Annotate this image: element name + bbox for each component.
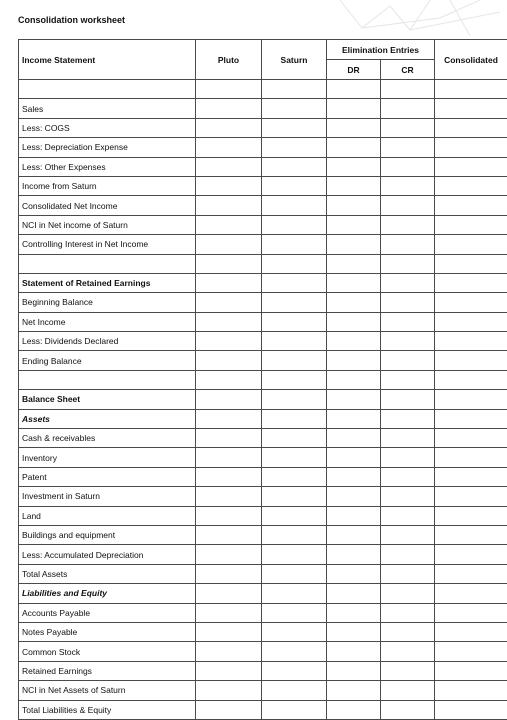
row-label: Sales <box>19 99 196 118</box>
consolidated-cell[interactable] <box>435 254 507 273</box>
row-label: Assets <box>19 409 196 428</box>
consolidated-cell[interactable] <box>435 351 507 370</box>
row-label: Less: Depreciation Expense <box>19 138 196 157</box>
cr-cell[interactable] <box>381 564 435 583</box>
consolidated-cell[interactable] <box>435 196 507 215</box>
table-row <box>19 215 507 234</box>
table-row <box>19 642 507 661</box>
cr-cell[interactable] <box>381 254 435 273</box>
dr-cell[interactable] <box>327 603 381 622</box>
dr-cell[interactable] <box>327 273 381 292</box>
cr-cell[interactable] <box>381 80 435 99</box>
cr-cell[interactable] <box>381 332 435 351</box>
table-row <box>19 332 507 351</box>
table-row <box>19 603 507 622</box>
dr-cell[interactable] <box>327 506 381 525</box>
pluto-cell[interactable] <box>196 700 262 719</box>
consolidated-cell[interactable] <box>435 293 507 312</box>
pluto-cell[interactable] <box>196 506 262 525</box>
table-row <box>19 99 507 118</box>
dr-cell[interactable] <box>327 157 381 176</box>
cr-cell[interactable] <box>381 215 435 234</box>
saturn-cell[interactable] <box>262 448 327 467</box>
consolidation-worksheet-table <box>18 39 507 720</box>
saturn-cell[interactable] <box>262 293 327 312</box>
consolidated-cell[interactable] <box>435 487 507 506</box>
dr-cell[interactable] <box>327 312 381 331</box>
header-row-1 <box>19 40 507 60</box>
cr-cell[interactable] <box>381 506 435 525</box>
saturn-cell[interactable] <box>262 545 327 564</box>
consolidated-cell[interactable] <box>435 642 507 661</box>
dr-cell[interactable] <box>327 525 381 544</box>
table-row <box>19 80 507 99</box>
pluto-cell[interactable] <box>196 370 262 389</box>
consolidated-cell[interactable] <box>435 700 507 719</box>
consolidated-cell[interactable] <box>435 564 507 583</box>
saturn-cell[interactable] <box>262 157 327 176</box>
consolidated-cell[interactable] <box>435 235 507 254</box>
table-row <box>19 681 507 700</box>
table-row <box>19 273 507 292</box>
pluto-cell[interactable] <box>196 312 262 331</box>
saturn-cell[interactable] <box>262 138 327 157</box>
dr-cell[interactable] <box>327 254 381 273</box>
pluto-cell[interactable] <box>196 409 262 428</box>
cr-cell[interactable] <box>381 681 435 700</box>
saturn-cell[interactable] <box>262 235 327 254</box>
table-row <box>19 564 507 583</box>
elimination-entries-header: Elimination Entries <box>327 40 435 60</box>
pluto-cell[interactable] <box>196 622 262 641</box>
consolidated-cell[interactable] <box>435 584 507 603</box>
table-row <box>19 118 507 137</box>
consolidated-cell[interactable] <box>435 545 507 564</box>
row-label: Income from Saturn <box>19 176 196 195</box>
table-row <box>19 351 507 370</box>
cr-cell[interactable] <box>381 370 435 389</box>
dr-cell[interactable] <box>327 622 381 641</box>
saturn-cell[interactable] <box>262 99 327 118</box>
cr-column-header: CR <box>381 60 435 80</box>
dr-cell[interactable] <box>327 429 381 448</box>
consolidated-cell[interactable] <box>435 681 507 700</box>
pluto-cell[interactable] <box>196 545 262 564</box>
cr-cell[interactable] <box>381 661 435 680</box>
cr-cell[interactable] <box>381 99 435 118</box>
saturn-cell[interactable] <box>262 273 327 292</box>
consolidated-cell[interactable] <box>435 603 507 622</box>
saturn-cell[interactable] <box>262 661 327 680</box>
row-label: Common Stock <box>19 642 196 661</box>
dr-cell[interactable] <box>327 332 381 351</box>
consolidated-cell[interactable] <box>435 157 507 176</box>
saturn-cell[interactable] <box>262 254 327 273</box>
pluto-cell[interactable] <box>196 642 262 661</box>
saturn-cell[interactable] <box>262 506 327 525</box>
cr-cell[interactable] <box>381 448 435 467</box>
row-label: Ending Balance <box>19 351 196 370</box>
pluto-column-header: Pluto <box>196 40 262 80</box>
table-row <box>19 487 507 506</box>
row-label <box>19 254 196 273</box>
consolidated-cell[interactable] <box>435 312 507 331</box>
dr-cell[interactable] <box>327 293 381 312</box>
pluto-cell[interactable] <box>196 215 262 234</box>
cr-cell[interactable] <box>381 603 435 622</box>
pluto-cell[interactable] <box>196 196 262 215</box>
row-label: Less: Dividends Declared <box>19 332 196 351</box>
row-label: Less: Accumulated Depreciation <box>19 545 196 564</box>
pluto-cell[interactable] <box>196 525 262 544</box>
table-row <box>19 700 507 719</box>
pluto-cell[interactable] <box>196 80 262 99</box>
cr-cell[interactable] <box>381 700 435 719</box>
cr-cell[interactable] <box>381 273 435 292</box>
table-row <box>19 293 507 312</box>
dr-cell[interactable] <box>327 138 381 157</box>
dr-cell[interactable] <box>327 80 381 99</box>
table-row <box>19 622 507 641</box>
dr-cell[interactable] <box>327 681 381 700</box>
pluto-cell[interactable] <box>196 118 262 137</box>
saturn-cell[interactable] <box>262 603 327 622</box>
dr-cell[interactable] <box>327 448 381 467</box>
cr-cell[interactable] <box>381 196 435 215</box>
saturn-cell[interactable] <box>262 622 327 641</box>
row-label: Cash & receivables <box>19 429 196 448</box>
table-row <box>19 506 507 525</box>
table-row <box>19 390 507 409</box>
cr-cell[interactable] <box>381 622 435 641</box>
consolidated-cell[interactable] <box>435 273 507 292</box>
dr-cell[interactable] <box>327 545 381 564</box>
cr-cell[interactable] <box>381 429 435 448</box>
saturn-cell[interactable] <box>262 525 327 544</box>
cr-cell[interactable] <box>381 293 435 312</box>
cr-cell[interactable] <box>381 138 435 157</box>
pluto-cell[interactable] <box>196 584 262 603</box>
dr-cell[interactable] <box>327 564 381 583</box>
table-row <box>19 138 507 157</box>
cr-cell[interactable] <box>381 312 435 331</box>
saturn-cell[interactable] <box>262 409 327 428</box>
dr-cell[interactable] <box>327 409 381 428</box>
pluto-cell[interactable] <box>196 157 262 176</box>
consolidated-cell[interactable] <box>435 332 507 351</box>
dr-cell[interactable] <box>327 390 381 409</box>
pluto-cell[interactable] <box>196 603 262 622</box>
row-label: Consolidated Net Income <box>19 196 196 215</box>
cr-cell[interactable] <box>381 467 435 486</box>
consolidated-cell[interactable] <box>435 99 507 118</box>
pluto-cell[interactable] <box>196 467 262 486</box>
dr-cell[interactable] <box>327 584 381 603</box>
row-label: Notes Payable <box>19 622 196 641</box>
row-label: Total Liabilities & Equity <box>19 700 196 719</box>
table-row <box>19 196 507 215</box>
pluto-cell[interactable] <box>196 332 262 351</box>
table-row <box>19 429 507 448</box>
cr-cell[interactable] <box>381 525 435 544</box>
pluto-cell[interactable] <box>196 661 262 680</box>
pluto-cell[interactable] <box>196 273 262 292</box>
saturn-cell[interactable] <box>262 196 327 215</box>
table-row <box>19 370 507 389</box>
consolidated-cell[interactable] <box>435 622 507 641</box>
page-title: Consolidation worksheet <box>18 15 125 25</box>
consolidated-cell[interactable] <box>435 448 507 467</box>
saturn-cell[interactable] <box>262 487 327 506</box>
saturn-cell[interactable] <box>262 681 327 700</box>
pluto-cell[interactable] <box>196 448 262 467</box>
cr-cell[interactable] <box>381 390 435 409</box>
saturn-cell[interactable] <box>262 700 327 719</box>
row-label: Statement of Retained Earnings <box>19 273 196 292</box>
dr-cell[interactable] <box>327 642 381 661</box>
cr-cell[interactable] <box>381 584 435 603</box>
pluto-cell[interactable] <box>196 99 262 118</box>
saturn-column-header: Saturn <box>262 40 327 80</box>
row-label <box>19 80 196 99</box>
row-label: Controlling Interest in Net Income <box>19 235 196 254</box>
pluto-cell[interactable] <box>196 390 262 409</box>
cr-cell[interactable] <box>381 642 435 661</box>
table-row <box>19 312 507 331</box>
saturn-cell[interactable] <box>262 351 327 370</box>
consolidated-cell[interactable] <box>435 409 507 428</box>
dr-cell[interactable] <box>327 467 381 486</box>
cr-cell[interactable] <box>381 176 435 195</box>
consolidated-cell[interactable] <box>435 429 507 448</box>
table-row <box>19 545 507 564</box>
cr-cell[interactable] <box>381 545 435 564</box>
consolidated-cell[interactable] <box>435 138 507 157</box>
row-label: Patent <box>19 467 196 486</box>
row-label: Accounts Payable <box>19 603 196 622</box>
dr-cell[interactable] <box>327 700 381 719</box>
consolidated-cell[interactable] <box>435 370 507 389</box>
consolidated-cell[interactable] <box>435 506 507 525</box>
dr-cell[interactable] <box>327 176 381 195</box>
income-statement-header: Income Statement <box>19 40 196 80</box>
dr-cell[interactable] <box>327 196 381 215</box>
consolidated-cell[interactable] <box>435 176 507 195</box>
saturn-cell[interactable] <box>262 564 327 583</box>
table-row <box>19 467 507 486</box>
table-row <box>19 584 507 603</box>
dr-cell[interactable] <box>327 99 381 118</box>
row-label: Balance Sheet <box>19 390 196 409</box>
row-label: Net Income <box>19 312 196 331</box>
consolidated-cell[interactable] <box>435 215 507 234</box>
table-row <box>19 448 507 467</box>
consolidated-cell[interactable] <box>435 80 507 99</box>
dr-cell[interactable] <box>327 351 381 370</box>
consolidated-column-header: Consolidated <box>435 40 507 80</box>
row-label: Retained Earnings <box>19 661 196 680</box>
saturn-cell[interactable] <box>262 584 327 603</box>
dr-cell[interactable] <box>327 235 381 254</box>
pluto-cell[interactable] <box>196 293 262 312</box>
dr-cell[interactable] <box>327 118 381 137</box>
consolidated-cell[interactable] <box>435 118 507 137</box>
pluto-cell[interactable] <box>196 254 262 273</box>
pluto-cell[interactable] <box>196 487 262 506</box>
row-label: Land <box>19 506 196 525</box>
consolidated-cell[interactable] <box>435 661 507 680</box>
consolidated-cell[interactable] <box>435 467 507 486</box>
saturn-cell[interactable] <box>262 467 327 486</box>
saturn-cell[interactable] <box>262 176 327 195</box>
saturn-cell[interactable] <box>262 215 327 234</box>
table-row <box>19 525 507 544</box>
cr-cell[interactable] <box>381 487 435 506</box>
table-row <box>19 661 507 680</box>
table-row <box>19 409 507 428</box>
cr-cell[interactable] <box>381 157 435 176</box>
pluto-cell[interactable] <box>196 351 262 370</box>
dr-cell[interactable] <box>327 487 381 506</box>
row-label: Total Assets <box>19 564 196 583</box>
pluto-cell[interactable] <box>196 564 262 583</box>
pluto-cell[interactable] <box>196 176 262 195</box>
cr-cell[interactable] <box>381 235 435 254</box>
row-label: Liabilities and Equity <box>19 584 196 603</box>
row-label: Buildings and equipment <box>19 525 196 544</box>
row-label: NCI in Net income of Saturn <box>19 215 196 234</box>
table-row <box>19 157 507 176</box>
pluto-cell[interactable] <box>196 235 262 254</box>
consolidated-cell[interactable] <box>435 525 507 544</box>
pluto-cell[interactable] <box>196 681 262 700</box>
worksheet-body <box>19 80 507 720</box>
dr-cell[interactable] <box>327 215 381 234</box>
cr-cell[interactable] <box>381 118 435 137</box>
consolidated-cell[interactable] <box>435 390 507 409</box>
table-row <box>19 176 507 195</box>
saturn-cell[interactable] <box>262 429 327 448</box>
row-label: Inventory <box>19 448 196 467</box>
dr-cell[interactable] <box>327 661 381 680</box>
pluto-cell[interactable] <box>196 138 262 157</box>
saturn-cell[interactable] <box>262 312 327 331</box>
saturn-cell[interactable] <box>262 80 327 99</box>
table-row <box>19 254 507 273</box>
decorative-lines <box>300 0 507 40</box>
row-label: Less: Other Expenses <box>19 157 196 176</box>
saturn-cell[interactable] <box>262 370 327 389</box>
row-label: Investment in Saturn <box>19 487 196 506</box>
row-label: Less: COGS <box>19 118 196 137</box>
dr-column-header: DR <box>327 60 381 80</box>
pluto-cell[interactable] <box>196 429 262 448</box>
table-row <box>19 235 507 254</box>
row-label: Beginning Balance <box>19 293 196 312</box>
saturn-cell[interactable] <box>262 332 327 351</box>
saturn-cell[interactable] <box>262 390 327 409</box>
cr-cell[interactable] <box>381 351 435 370</box>
row-label: NCI in Net Assets of Saturn <box>19 681 196 700</box>
dr-cell[interactable] <box>327 370 381 389</box>
saturn-cell[interactable] <box>262 118 327 137</box>
row-label <box>19 370 196 389</box>
cr-cell[interactable] <box>381 409 435 428</box>
saturn-cell[interactable] <box>262 642 327 661</box>
